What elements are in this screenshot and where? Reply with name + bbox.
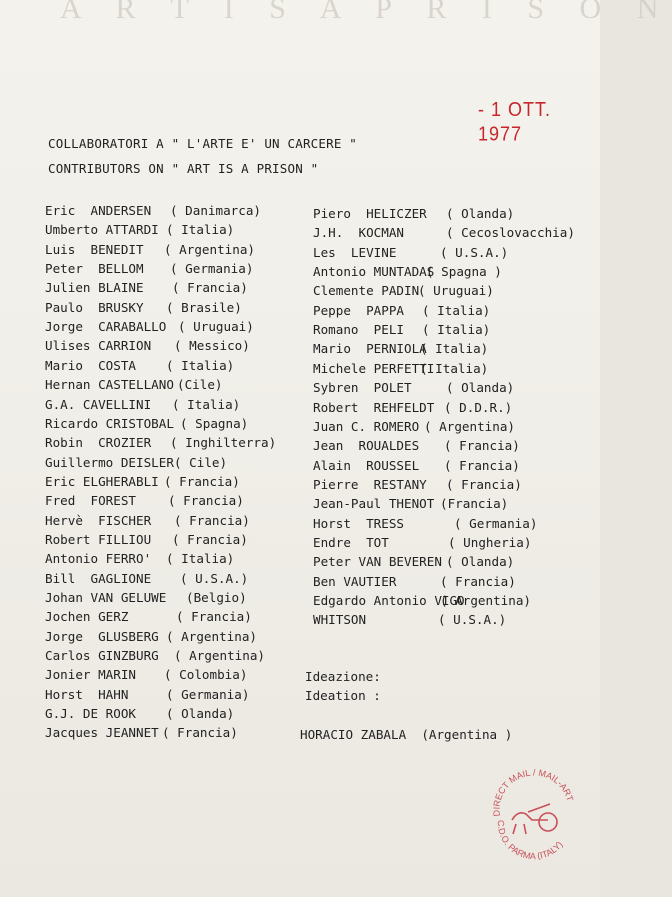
- contributor-name: WHITSON: [313, 612, 367, 628]
- contributor-name: Carlos GINZBURG: [45, 648, 159, 664]
- contributor-country: ( Argentina): [424, 418, 515, 434]
- contributor-name: Michele PERFETTI: [313, 360, 435, 376]
- contributor-country: ( Argentina): [440, 593, 531, 608]
- contributor-country: ( Francia): [444, 438, 520, 454]
- contributor-country: ( Francia): [174, 512, 250, 528]
- contributor-country: ( Argentina): [164, 241, 255, 257]
- contributor-name: Hervè FISCHER: [45, 512, 152, 528]
- contributor-name: Julien BLAINE: [45, 280, 144, 296]
- right-contributor-row: [313, 534, 532, 551]
- right-contributor-row: [313, 244, 509, 261]
- contributor-country: ( Olanda): [446, 380, 515, 396]
- contributor-name: Sybren POLET: [313, 380, 412, 396]
- right-contributor-row: [313, 380, 515, 396]
- contributor-country: ( Italia): [420, 360, 489, 376]
- contributor-country: ( Inghilterra): [170, 435, 277, 451]
- contributor-country: ( Spagna): [180, 415, 249, 431]
- contributor-name: G.J. DE ROOK: [45, 706, 136, 722]
- right-contributor-row: [313, 264, 502, 280]
- contributor-country: (Cile): [177, 377, 223, 393]
- contributor-name: Antonio MUNTADAS: [313, 264, 435, 280]
- ideation-label-italian: Ideazione:: [305, 669, 381, 684]
- contributor-country: ( Francia): [162, 725, 238, 741]
- contributor-name: Eric ANDERSEN: [45, 203, 152, 218]
- contributor-country: ( Germania): [454, 515, 538, 531]
- contributor-country: ( Francia): [440, 573, 516, 589]
- right-contributor-row: [313, 554, 515, 570]
- contributor-country: ( Francia): [446, 476, 522, 492]
- contributor-name: Jonier MARIN: [45, 667, 136, 683]
- contributor-country: ( Francia): [172, 280, 248, 296]
- contributor-name: Hernan CASTELLANO: [45, 377, 174, 393]
- contributor-country: ( Cecoslovacchia): [446, 225, 575, 241]
- stamp-text-bottom: C.D.O. PARMA (ITALY): [495, 819, 565, 860]
- contributor-country: ( Uruguai): [418, 283, 494, 299]
- contributor-country: ( Argentina): [166, 628, 257, 644]
- contributor-name: Mario COSTA: [45, 357, 136, 373]
- contributor-name: Alain ROUSSEL: [313, 457, 420, 473]
- contributor-country: ( Olanda): [166, 706, 235, 722]
- contributor-name: Horst HAHN: [45, 686, 129, 702]
- contributor-name: Horst TRESS: [313, 515, 404, 531]
- stamp-text-top: DIRECT MAIL / MAIL-ART: [491, 767, 576, 817]
- contributor-country: ( Italia): [166, 222, 235, 238]
- contributor-name: Ben VAUTIER: [313, 573, 397, 589]
- contributor-name: Luis BENEDIT: [45, 241, 144, 257]
- contributor-country: ( Colombia): [164, 667, 248, 683]
- contributor-name: Eric ELGHERABLI: [45, 473, 159, 489]
- contributor-country: ( Francia): [168, 493, 244, 509]
- contributor-name: Mario PERNIOLA: [313, 341, 427, 357]
- contributor-name: Edgardo Antonio VIGO: [313, 593, 465, 608]
- right-contributor-row: [313, 225, 575, 241]
- heading-english: CONTRIBUTORS ON " ART IS A PRISON ": [48, 161, 319, 176]
- right-contributor-row: [313, 438, 520, 454]
- right-contributor-row: [313, 360, 489, 377]
- contributor-name: Bill GAGLIONE: [45, 570, 152, 586]
- mail-art-stamp: [486, 764, 582, 860]
- contributor-country: ( Italia): [166, 551, 235, 567]
- contributor-name: Jorge GLUSBERG: [45, 628, 159, 644]
- contributor-country: ( Uruguai): [178, 319, 254, 335]
- right-contributor-row: [313, 612, 507, 628]
- contributor-name: Les LEVINE: [313, 244, 397, 260]
- contributor-name: Jochen GERZ: [45, 609, 129, 625]
- contributor-country: ( Germania): [166, 686, 250, 702]
- right-contributor-row: [313, 399, 513, 416]
- contributor-country: ( Francia): [172, 531, 248, 547]
- right-contributor-row: [313, 593, 531, 609]
- contributor-country: ( Italia): [422, 302, 491, 318]
- contributor-name: Juan C. ROMERO: [313, 418, 420, 434]
- contributor-country: ( D.D.R.): [444, 399, 513, 415]
- contributor-country: ( Italia): [420, 341, 489, 357]
- contributor-country: ( Argentina): [174, 648, 265, 664]
- contributor-name: Peppe PAPPA: [313, 302, 404, 318]
- date-stamp: - 1 OTT. 1977: [478, 97, 552, 145]
- contributor-name: Antonio FERRO': [45, 551, 152, 567]
- show-through-text: A R T I S A P R I S O N: [60, 0, 672, 25]
- contributor-name: Romano PELI: [313, 322, 404, 338]
- contributor-country: ( Messico): [174, 338, 250, 354]
- contributor-name: Guillermo DEISLER: [45, 454, 174, 470]
- right-contributor-row: [313, 476, 522, 493]
- right-contributor-row: [313, 496, 509, 512]
- right-contributor-row: [313, 206, 515, 222]
- contributor-name: Piero HELICZER: [313, 206, 427, 221]
- contributor-country: ( Italia): [166, 357, 235, 373]
- contributor-country: ( Francia): [444, 457, 520, 473]
- contributor-country: ( Brasile): [166, 299, 242, 315]
- contributor-country: ( Francia): [176, 609, 252, 625]
- contributor-name: Jacques JEANNET: [45, 725, 159, 741]
- contributor-name: Pierre RESTANY: [313, 476, 427, 492]
- contributor-name: Paulo BRUSKY: [45, 299, 144, 315]
- contributor-name: Robin CROZIER: [45, 435, 152, 451]
- contributor-country: ( Ungheria): [448, 534, 532, 550]
- right-contributor-row: [313, 283, 494, 299]
- contributor-name: Johan VAN GELUWE: [45, 590, 167, 605]
- contributor-country: ( Italia): [422, 322, 491, 338]
- contributor-name: Clemente PADIN: [313, 283, 420, 299]
- contributor-country: ( Italia): [172, 396, 241, 412]
- right-contributor-row: [313, 341, 489, 357]
- contributor-name: Robert REHFELDT: [313, 399, 435, 415]
- contributor-name: Peter BELLOM: [45, 261, 144, 277]
- contributor-country: ( U.S.A.): [440, 244, 509, 260]
- contributor-country: ( Danimarca): [170, 203, 261, 218]
- ideation-author: HORACIO ZABALA (Argentina ): [300, 727, 513, 742]
- contributor-country: ( U.S.A.): [180, 570, 249, 586]
- contributor-country: ( U.S.A.): [438, 612, 507, 628]
- ideation-label-english: Ideation :: [305, 688, 381, 703]
- contributor-country: ( Cile): [174, 454, 228, 470]
- contributor-country: ( Spagna ): [426, 264, 502, 280]
- contributor-name: Jean-Paul THENOT: [313, 496, 435, 512]
- right-contributor-row: [313, 418, 515, 435]
- contributor-name: Fred FOREST: [45, 493, 136, 509]
- contributor-name: J.H. KOCMAN: [313, 225, 404, 241]
- contributor-name: Robert FILLIOU: [45, 531, 152, 547]
- contributor-name: Jean ROUALDES: [313, 438, 420, 454]
- contributor-name: Jorge CARABALLO: [45, 319, 167, 335]
- contributor-name: Peter VAN BEVEREN: [313, 554, 442, 570]
- contributor-name: Ulises CARRION: [45, 338, 152, 354]
- contributor-country: (Belgio): [186, 590, 247, 605]
- contributor-name: Umberto ATTARDI: [45, 222, 159, 238]
- contributor-country: (Francia): [440, 496, 509, 512]
- right-contributor-row: [313, 515, 538, 532]
- contributor-country: ( Olanda): [446, 554, 515, 570]
- contributor-country: ( Francia): [164, 473, 240, 489]
- right-contributor-row: [313, 457, 520, 474]
- contributor-country: ( Olanda): [446, 206, 515, 221]
- right-contributor-row: [313, 302, 491, 319]
- right-contributor-row: [313, 322, 491, 338]
- heading-italian: COLLABORATORI A " L'ARTE E' UN CARCERE ": [48, 136, 358, 151]
- right-contributor-row: [313, 573, 516, 590]
- contributor-name: Ricardo CRISTOBAL: [45, 415, 174, 431]
- contributor-country: ( Germania): [170, 261, 254, 277]
- contributor-name: Endre TOT: [313, 534, 389, 550]
- contributor-name: G.A. CAVELLINI: [45, 396, 152, 412]
